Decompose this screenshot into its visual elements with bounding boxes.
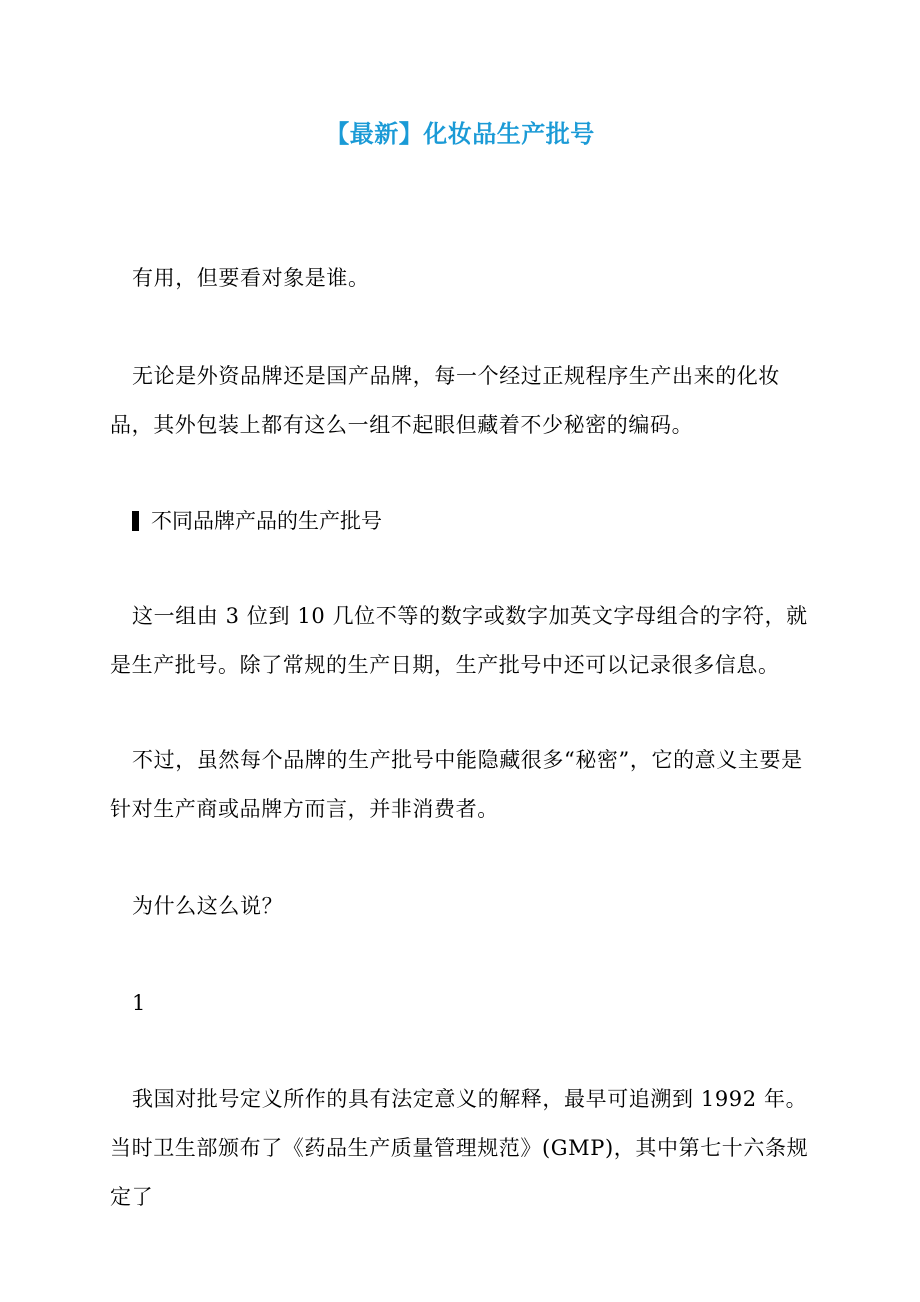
paragraph: 我国对批号定义所作的具有法定意义的解释，最早可追溯到 1992 年。当时卫生部颁布了《药品生产质量管理规范》(GMP)，其中第七十六条规定了 <box>110 1087 809 1209</box>
document-title <box>0 116 920 152</box>
paragraph: 这一组由 3 位到 10 几位不等的数字或数字加英文字母组合的字符，就是生产批号。除了常规的生产日期，生产批号中还可以记录很多信息。 <box>110 604 808 677</box>
section-heading-text: 不同品牌产品的生产批号 <box>151 509 382 533</box>
paragraph: 为什么这么说？ <box>132 894 284 918</box>
section-heading <box>132 506 382 536</box>
title-text: 化妆品生产批号 <box>423 119 595 148</box>
paragraph: 无论是外资品牌还是国产品牌，每一个经过正规程序生产出来的化妆品，其外包装上都有这么一组不起眼但藏着不少秘密的编码。 <box>110 364 780 437</box>
section-marker-icon <box>132 511 139 531</box>
paragraph: 1 <box>132 991 146 1015</box>
title-bracket-tag: 【最新】 <box>325 119 424 148</box>
paragraph: 有用，但要看对象是谁。 <box>132 266 370 290</box>
paragraph: 不过，虽然每个品牌的生产批号中能隐藏很多“秘密”，它的意义主要是针对生产商或品牌方而言，并非消费者。 <box>110 748 803 821</box>
